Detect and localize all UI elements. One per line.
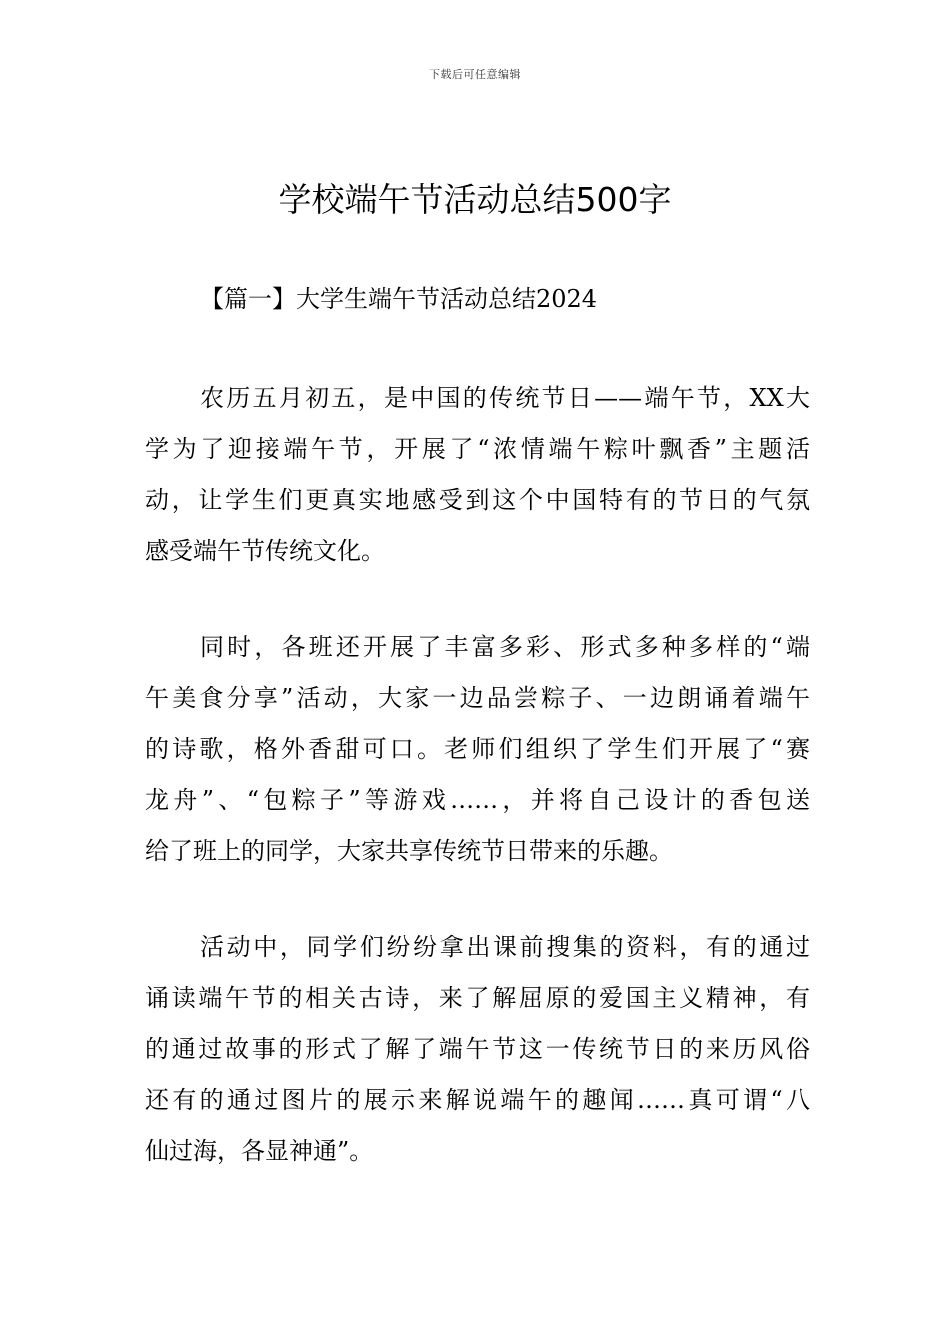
paragraph-line: 农历五月初五，是中国的传统节日——端午节，XX大 — [200, 384, 810, 412]
paragraph-3 — [145, 922, 810, 1177]
paragraph-line: 诵读端午节的相关古诗，来了解屈原的爱国主义精神，有 — [145, 984, 810, 1012]
paragraph-line: 感受端午节传统文化。 — [145, 537, 385, 565]
paragraph-1 — [145, 373, 810, 577]
paragraph-2 — [145, 622, 810, 877]
paragraph-line: 的诗歌，格外香甜可口。老师们组织了学生们开展了“赛 — [145, 735, 810, 763]
paragraph-line: 仙过海，各显神通”。 — [145, 1137, 374, 1165]
section-heading: 【篇一】大学生端午节活动总结2024 — [200, 285, 598, 313]
document-title: 学校端午节活动总结500字 — [278, 180, 672, 219]
paragraph-line: 动，让学生们更真实地感受到这个中国特有的节日的气氛 — [145, 486, 810, 514]
paragraph-line: 还有的通过图片的展示来解说端午的趣闻……真可谓“八 — [145, 1086, 810, 1114]
paragraph-line: 同时，各班还开展了丰富多彩、形式多种多样的“端 — [200, 633, 810, 661]
paragraph-line: 午美食分享”活动，大家一边品尝粽子、一边朗诵着端午 — [145, 684, 810, 712]
paragraph-line: 学为了迎接端午节，开展了“浓情端午粽叶飘香”主题活 — [145, 435, 810, 463]
paragraph-line: 龙舟”、“包粽子”等游戏……，并将自己设计的香包送 — [145, 786, 810, 814]
header-note: 下载后可任意编辑 — [429, 68, 521, 81]
paragraph-line: 活动中，同学们纷纷拿出课前搜集的资料，有的通过 — [200, 933, 810, 961]
paragraph-line: 给了班上的同学，大家共享传统节日带来的乐趣。 — [145, 837, 673, 865]
paragraph-line: 的通过故事的形式了解了端午节这一传统节日的来历风俗 — [145, 1035, 810, 1063]
